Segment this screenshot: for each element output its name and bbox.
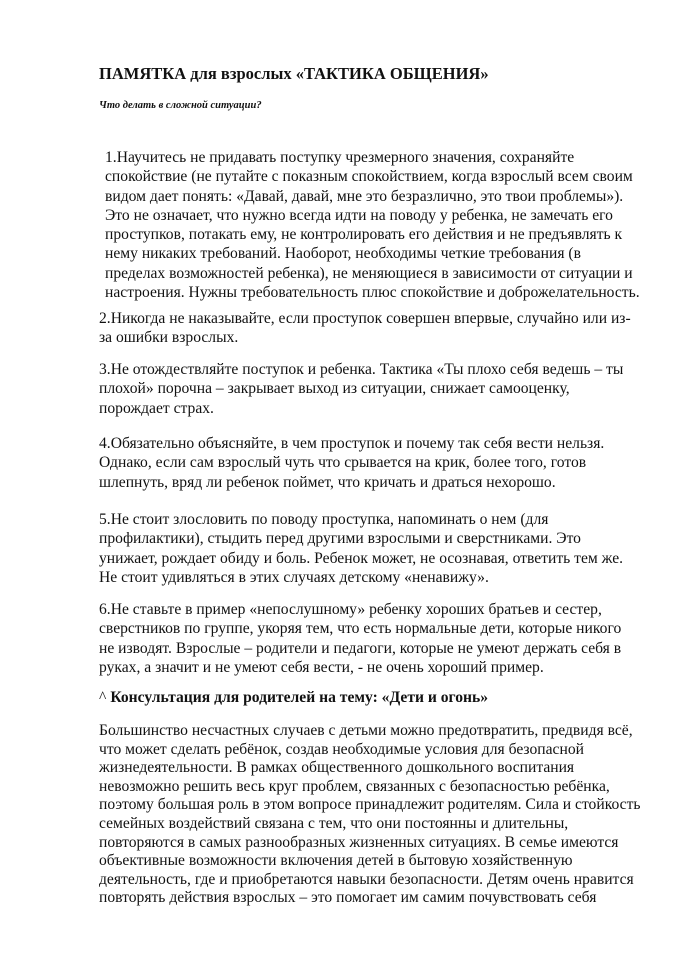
consultation-heading <box>99 688 659 707</box>
memo-item-5: 5.Не стоит злословить по поводу проступка, напоминать о нем (для профилактики), стыдить перед другими взрослыми и сверстниками. Это унижает, рождает обиду и боль. Ребенок может, не осознавая, ответить тем же. Не стоит удивляться в этих случаях детскому «ненавижу». <box>99 511 624 586</box>
memo-item-4: 4.Обязательно объясняйте, в чем проступок и почему так себя вести нельзя. Однако, если сам взрослый чуть что срывается на крик, более того, готов шлепнуть, вряд ли ребенок поймет, что кричать и драться нехорошо. <box>99 435 605 491</box>
memo-item-2: 2.Никогда не наказывайте, если проступок совершен впервые, случайно или из-за ошибки взрослых. <box>99 310 631 347</box>
caret-icon: ^ <box>99 689 107 706</box>
memo-subtitle: Что делать в сложной ситуации? <box>99 100 262 111</box>
memo-title: ПАМЯТКА для взрослых «ТАКТИКА ОБЩЕНИЯ» <box>99 64 489 83</box>
consultation-heading-text: Консультация для родителей на тему: «Дети и огонь» <box>110 689 489 706</box>
memo-item-3: 3.Не отождествляйте поступок и ребенка. Тактика «Ты плохо себя ведешь – ты плохой» порочна – закрывает выход из ситуации, снижает самооценку, порождает страх. <box>99 361 624 417</box>
memo-item-6: 6.Не ставьте в пример «непослушному» ребенку хороших братьев и сестер, сверстников по группе, укоряя тем, что есть нормальные дети, которые никого не изводят. Взрослые – родители и педагоги, которые не умеют держать себя в руках, а значит и не умеют себя вести, - не очень хороший пример. <box>99 601 622 676</box>
memo-item-1: 1.Научитесь не придавать поступку чрезмерного значения, сохраняйте спокойствие (не путайте с показным спокойствием, когда взрослый всем своим видом дает понять: «Давай, давай, мне это безразлично, это твои проблемы»). Это не означает, что нужно всегда идти на поводу у ребенка, не замечать его проступков, потакать ему, не контролировать его действия и не предъявлять к нему никаких требований. Наоборот, необходимы четкие требования (в пределах возможностей ребенка), не меняющиеся в зависимости от ситуации и настроения. Нужны требовательность плюс спокойствие и доброжелательность. <box>105 149 640 302</box>
consultation-body: Большинство несчастных случаев с детьми можно предотвратить, предвидя всё, что может сделать ребёнок, создав необходимые условия для безопасной жизнедеятельности. В рамках общественного дошкольного воспитания невозможно решить весь круг проблем, связанных с безопасностью ребёнка, поэтому большая роль в этом вопросе принадлежит родителям. Сила и стойкость семейных воздействий связана с тем, что они постоянны и длительны, повторяются в самых разнообразных жизненных ситуациях. В семье имеются объективные возможности включения детей в бытовую хозяйственную деятельность, где и приобретаются навыки безопасности. Детям очень нравится повторять действия взрослых – это помогает им самим почувствовать себя <box>99 722 641 907</box>
